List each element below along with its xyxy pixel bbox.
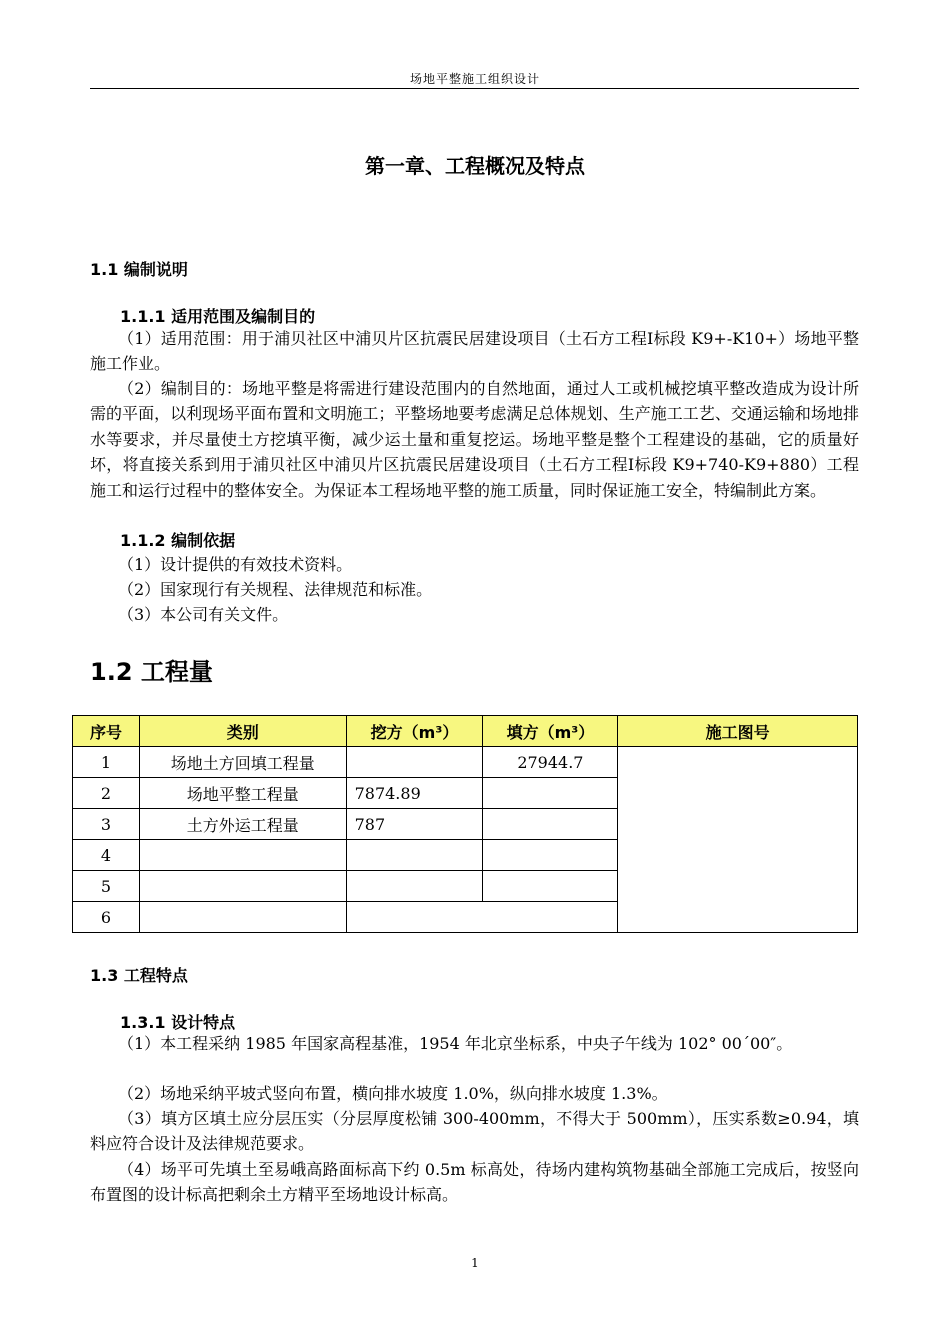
design-point-3: （3）填方区填土应分层压实（分层厚度松铺 300-400mm，不得大于 500mm），压实系数≥0.94，填料应符合设计及法律规范要求。	[90, 1109, 859, 1154]
row-number: 3	[73, 809, 140, 840]
subsection-heading-1-1-2: 1.1.2 编制依据	[120, 531, 236, 550]
row-type: 场地平整工程量	[139, 778, 346, 809]
row-cut	[346, 840, 483, 871]
drawing-number-cell	[618, 747, 858, 933]
row-cut	[346, 871, 483, 902]
row-number: 1	[73, 747, 140, 778]
design-point-1: （1）本工程采纳 1985 年国家高程基准，1954 年北京坐标系，中央子午线为 102° 00´00″。	[118, 1034, 793, 1053]
basis-item-3: （3）本公司有关文件。	[118, 605, 289, 624]
row-cut: 7874.89	[346, 778, 483, 809]
row-cut	[346, 902, 618, 933]
row-fill: 27944.7	[483, 747, 618, 778]
row-type	[139, 840, 346, 871]
quantity-table	[72, 715, 858, 933]
table-header-row	[73, 716, 858, 747]
column-header: 施工图号	[618, 716, 858, 747]
design-point-4: （4）场平可先填土至易峨高路面标高下约 0.5m 标高处，待场内建构筑物基础全部施工完成后，按竖向布置图的设计标高把剩余土方精平至场地设计标高。	[90, 1160, 859, 1205]
paragraph-purpose: （2）编制目的：场地平整是将需进行建设范围内的自然地面，通过人工或机械挖填平整改造成为设计所需的平面，以利现场平面布置和文明施工；平整场地要考虑满足总体规划、生产施工工艺、交通运输和场地排水等要求，并尽量使土方挖填平衡，减少运土量和重复挖运。场地平整是整个工程建设的基础，它的质量好坏，将直接关系到用于浦贝社区中浦贝片区抗震民居建设项目（土石方工程Ⅰ标段 K9+740-K9+880）工程施工和运行过程中的整体安全。为保证本工程场地平整的施工质量，同时保证施工安全，特编制此方案。	[90, 379, 859, 500]
column-header: 挖方（m³）	[346, 716, 483, 747]
design-point-2: （2）场地采纳平坡式竖向布置，横向排水坡度 1.0%，纵向排水坡度 1.3%。	[118, 1084, 668, 1103]
row-type: 土方外运工程量	[139, 809, 346, 840]
basis-item-2: （2）国家现行有关规程、法律规范和标准。	[118, 580, 433, 599]
row-fill	[483, 871, 618, 902]
subsection-heading-1-1-1: 1.1.1 适用范围及编制目的	[120, 307, 316, 326]
paragraph-scope: （1）适用范围：用于浦贝社区中浦贝片区抗震民居建设项目（土石方工程Ⅰ标段 K9+-K10+）场地平整施工作业。	[90, 329, 859, 374]
row-type: 场地土方回填工程量	[139, 747, 346, 778]
running-header: 场地平整施工组织设计	[409, 72, 540, 86]
page-number: 1	[471, 1256, 479, 1270]
column-header: 类别	[139, 716, 346, 747]
row-fill	[483, 840, 618, 871]
section-heading-1-2: 1.2 工程量	[90, 658, 213, 686]
column-header: 填方（m³）	[483, 716, 618, 747]
row-fill	[483, 809, 618, 840]
subsection-heading-1-3-1: 1.3.1 设计特点	[120, 1013, 236, 1032]
column-header: 序号	[73, 716, 140, 747]
row-fill	[483, 778, 618, 809]
header-rule	[90, 88, 859, 89]
row-number: 6	[73, 902, 140, 933]
row-type	[139, 902, 346, 933]
table-row	[73, 747, 858, 778]
row-number: 4	[73, 840, 140, 871]
row-cut	[346, 747, 483, 778]
section-heading-1-1: 1.1 编制说明	[90, 260, 188, 279]
row-cut: 787	[346, 809, 483, 840]
row-type	[139, 871, 346, 902]
chapter-title: 第一章、工程概况及特点	[365, 154, 585, 178]
section-heading-1-3: 1.3 工程特点	[90, 966, 188, 985]
basis-item-1: （1）设计提供的有效技术资料。	[118, 555, 353, 574]
row-number: 2	[73, 778, 140, 809]
row-number: 5	[73, 871, 140, 902]
